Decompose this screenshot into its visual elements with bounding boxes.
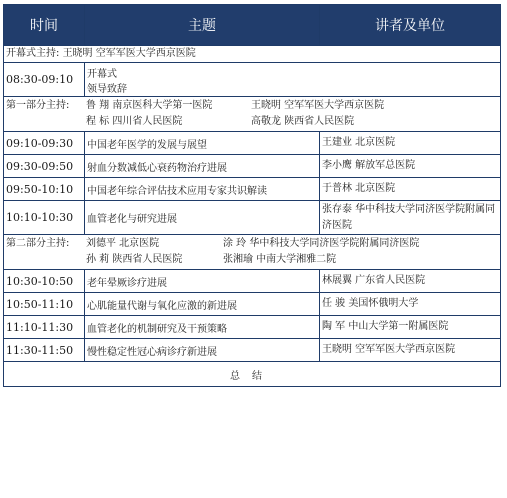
part1-host-1: 鲁 翔 南京医科大学第一医院 [86,100,213,111]
part2-host-row [4,235,501,270]
table-row [4,270,501,293]
table-row [4,155,501,178]
closing-row [4,362,501,387]
table-row [4,132,501,155]
opening-host-row [4,46,501,63]
time-cell: 10:50-11:10 [4,293,85,316]
opening-label: 开幕式主持: [6,48,60,59]
speaker-cell: 李小鹰 解放军总医院 [320,155,501,178]
topic-cell: 中国老年医学的发展与展望 [85,132,320,155]
part2-host-3: 孙 莉 陕西省人民医院 [86,254,183,265]
time-cell: 11:30-11:50 [4,339,85,362]
opening-host: 王晓明 空军军医大学西京医院 [62,48,196,59]
topic-cell: 血管老化的机制研究及干预策略 [85,316,320,339]
speaker-cell: 林展翼 广东省人民医院 [320,270,501,293]
speaker-cell: 陶 军 中山大学第一附属医院 [320,316,501,339]
table-row [4,339,501,362]
table-row [4,201,501,235]
opening-line2: 领导致辞 [87,83,127,95]
topic-cell: 老年晕厥诊疗进展 [85,270,320,293]
header-time: 时间 [4,5,85,46]
time-cell: 09:10-09:30 [4,132,85,155]
time-cell: 10:30-10:50 [4,270,85,293]
time-cell: 08:30-09:10 [4,63,85,97]
table-row [4,316,501,339]
topic-cell: 射血分数减低心衰药物治疗进展 [85,155,320,178]
table-header [4,5,501,46]
part1-host-row [4,97,501,132]
topic-cell: 慢性稳定性冠心病诊疗新进展 [85,339,320,362]
part2-host-4: 张湘瑜 中南大学湘雅二院 [223,254,337,265]
table-row [4,293,501,316]
part1-label: 第一部分主持: [6,100,70,111]
table-row [4,178,501,201]
schedule-table [3,4,501,387]
table-row [4,63,501,97]
closing-cell: 总结 [4,362,501,387]
part1-host-3: 程 标 四川省人民医院 [86,116,183,127]
speaker-cell: 于普林 北京医院 [320,178,501,201]
part2-host-2: 涂 玲 华中科技大学同济医学院附属同济医院 [223,238,420,249]
part1-host-2: 王晓明 空军军医大学西京医院 [251,100,385,111]
time-cell: 10:10-10:30 [4,201,85,235]
opening-host-cell [4,46,501,63]
speaker-cell: 张存泰 华中科技大学同济医学院附属同济医院 [320,201,501,235]
opening-line1: 开幕式 [87,68,117,80]
header-topic: 主题 [85,5,320,46]
topic-cell: 中国老年综合评估技术应用专家共识解读 [85,178,320,201]
header-speaker: 讲者及单位 [320,5,501,46]
topic-cell: 血管老化与研究进展 [85,201,320,235]
opening-topic-cell [85,63,501,97]
topic-cell: 心肌能量代谢与氧化应激的新进展 [85,293,320,316]
part1-host-cell [4,97,501,132]
part2-host-1: 刘德平 北京医院 [86,238,160,249]
part1-host-4: 高敬龙 陕西省人民医院 [251,116,355,127]
time-cell: 09:50-10:10 [4,178,85,201]
time-cell: 11:10-11:30 [4,316,85,339]
speaker-cell: 王晓明 空军军医大学西京医院 [320,339,501,362]
part2-host-cell [4,235,501,270]
time-cell: 09:30-09:50 [4,155,85,178]
speaker-cell: 任 骏 美国怀俄明大学 [320,293,501,316]
speaker-cell: 王建业 北京医院 [320,132,501,155]
part2-label: 第二部分主持: [6,238,70,249]
